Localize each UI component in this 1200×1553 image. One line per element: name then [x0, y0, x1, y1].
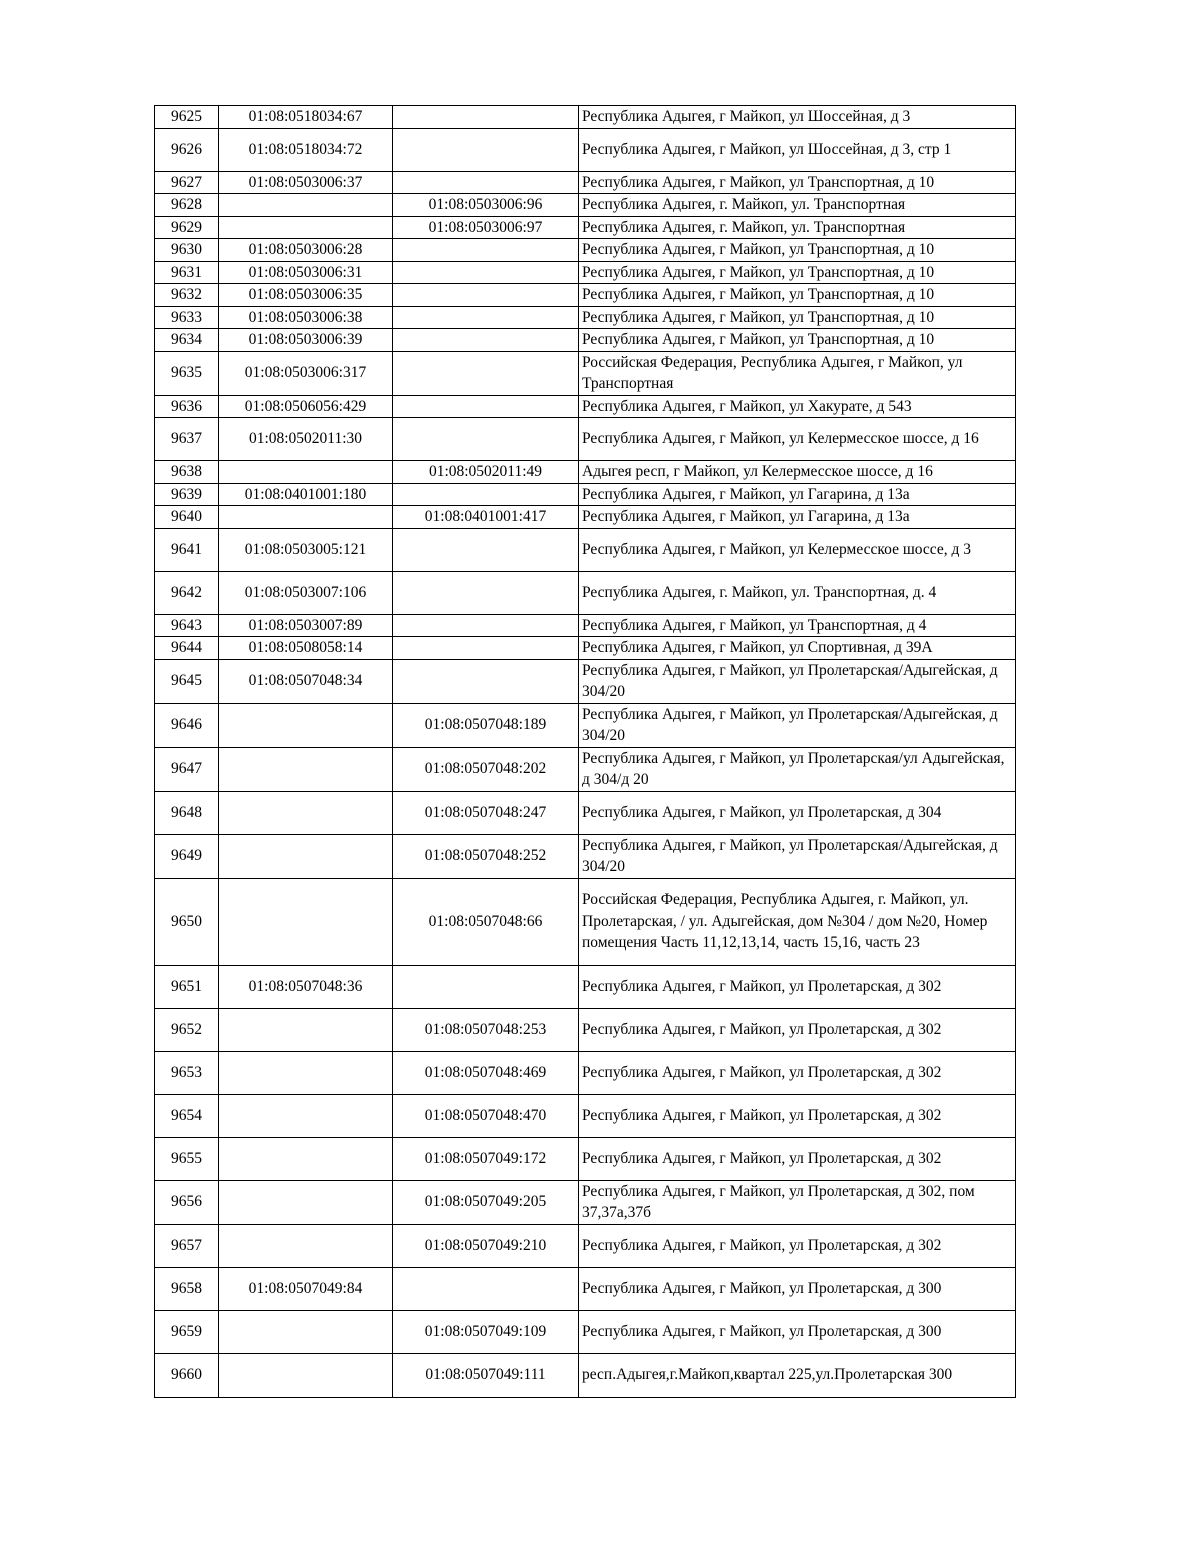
table-row — [155, 1180, 1016, 1224]
address-cell: Республика Адыгея, г Майкоп, ул Пролетарская/Адыгейская, д 304/20 — [579, 703, 1016, 747]
land-cadastral-number-cell — [219, 216, 393, 239]
object-cadastral-number-cell — [393, 261, 579, 284]
address-cell: Республика Адыгея, г Майкоп, ул Пролетарская, д 304 — [579, 791, 1016, 834]
table-row — [155, 418, 1016, 461]
object-cadastral-number-cell — [393, 418, 579, 461]
address-cell: Республика Адыгея, г. Майкоп, ул. Транспортная — [579, 216, 1016, 239]
object-cadastral-number-cell — [393, 614, 579, 637]
land-cadastral-number-cell: 01:08:0503005:121 — [219, 528, 393, 571]
object-cadastral-number-cell — [393, 106, 579, 129]
table-row — [155, 965, 1016, 1008]
row-number-cell: 9631 — [155, 261, 219, 284]
row-number-cell: 9640 — [155, 506, 219, 529]
row-number-cell: 9643 — [155, 614, 219, 637]
table-row — [155, 614, 1016, 637]
address-cell: Республика Адыгея, г Майкоп, ул Пролетарская, д 302 — [579, 1008, 1016, 1051]
land-cadastral-number-cell: 01:08:0503006:38 — [219, 306, 393, 329]
row-number-cell: 9659 — [155, 1310, 219, 1353]
land-cadastral-number-cell: 01:08:0503006:39 — [219, 329, 393, 352]
object-cadastral-number-cell: 01:08:0507049:172 — [393, 1137, 579, 1180]
address-cell: Республика Адыгея, г Майкоп, ул Шоссейная, д 3, стр 1 — [579, 128, 1016, 171]
address-cell: Республика Адыгея, г Майкоп, ул Келермесское шоссе, д 16 — [579, 418, 1016, 461]
land-cadastral-number-cell: 01:08:0503006:37 — [219, 171, 393, 194]
object-cadastral-number-cell: 01:08:0401001:417 — [393, 506, 579, 529]
address-cell: Республика Адыгея, г Майкоп, ул Транспортная, д 10 — [579, 239, 1016, 262]
table-row — [155, 306, 1016, 329]
row-number-cell: 9655 — [155, 1137, 219, 1180]
row-number-cell: 9648 — [155, 791, 219, 834]
object-cadastral-number-cell: 01:08:0507048:247 — [393, 791, 579, 834]
object-cadastral-number-cell — [393, 483, 579, 506]
land-cadastral-number-cell: 01:08:0502011:30 — [219, 418, 393, 461]
table-row — [155, 791, 1016, 834]
object-cadastral-number-cell: 01:08:0503006:96 — [393, 194, 579, 217]
table-row — [155, 703, 1016, 747]
land-cadastral-number-cell — [219, 1137, 393, 1180]
cadastral-register-table — [154, 105, 1016, 1398]
address-cell: Республика Адыгея, г Майкоп, ул Гагарина, д 13а — [579, 483, 1016, 506]
row-number-cell: 9625 — [155, 106, 219, 129]
table-row — [155, 834, 1016, 878]
row-number-cell: 9632 — [155, 284, 219, 307]
row-number-cell: 9651 — [155, 965, 219, 1008]
object-cadastral-number-cell — [393, 351, 579, 395]
address-cell: Республика Адыгея, г Майкоп, ул Пролетарская, д 302 — [579, 1051, 1016, 1094]
row-number-cell: 9646 — [155, 703, 219, 747]
land-cadastral-number-cell — [219, 461, 393, 484]
address-cell: Республика Адыгея, г Майкоп, ул Гагарина, д 13а — [579, 506, 1016, 529]
land-cadastral-number-cell — [219, 747, 393, 791]
row-number-cell: 9650 — [155, 878, 219, 965]
land-cadastral-number-cell: 01:08:0507049:84 — [219, 1267, 393, 1310]
land-cadastral-number-cell: 01:08:0506056:429 — [219, 395, 393, 418]
object-cadastral-number-cell — [393, 128, 579, 171]
land-cadastral-number-cell: 01:08:0503006:35 — [219, 284, 393, 307]
land-cadastral-number-cell — [219, 1051, 393, 1094]
row-number-cell: 9636 — [155, 395, 219, 418]
address-cell: Республика Адыгея, г Майкоп, ул Пролетарская, д 302 — [579, 965, 1016, 1008]
address-cell: респ.Адыгея,г.Майкоп,квартал 225,ул.Пролетарская 300 — [579, 1353, 1016, 1397]
row-number-cell: 9641 — [155, 528, 219, 571]
land-cadastral-number-cell — [219, 1094, 393, 1137]
land-cadastral-number-cell — [219, 1008, 393, 1051]
table-row — [155, 1224, 1016, 1267]
land-cadastral-number-cell: 01:08:0507048:34 — [219, 659, 393, 703]
object-cadastral-number-cell: 01:08:0507048:470 — [393, 1094, 579, 1137]
land-cadastral-number-cell: 01:08:0518034:72 — [219, 128, 393, 171]
row-number-cell: 9637 — [155, 418, 219, 461]
row-number-cell: 9635 — [155, 351, 219, 395]
row-number-cell: 9627 — [155, 171, 219, 194]
table-row — [155, 1353, 1016, 1397]
table-row — [155, 1008, 1016, 1051]
row-number-cell: 9645 — [155, 659, 219, 703]
table-row — [155, 1267, 1016, 1310]
table-row — [155, 171, 1016, 194]
land-cadastral-number-cell: 01:08:0503007:89 — [219, 614, 393, 637]
address-cell: Республика Адыгея, г Майкоп, ул Пролетарская, д 302, пом 37,37а,37б — [579, 1180, 1016, 1224]
table-row — [155, 747, 1016, 791]
table-row — [155, 194, 1016, 217]
table-row — [155, 329, 1016, 352]
object-cadastral-number-cell — [393, 171, 579, 194]
row-number-cell: 9639 — [155, 483, 219, 506]
row-number-cell: 9660 — [155, 1353, 219, 1397]
row-number-cell: 9658 — [155, 1267, 219, 1310]
object-cadastral-number-cell: 01:08:0507049:111 — [393, 1353, 579, 1397]
table-row — [155, 878, 1016, 965]
land-cadastral-number-cell: 01:08:0401001:180 — [219, 483, 393, 506]
table-row — [155, 128, 1016, 171]
land-cadastral-number-cell: 01:08:0503006:317 — [219, 351, 393, 395]
object-cadastral-number-cell — [393, 395, 579, 418]
address-cell: Республика Адыгея, г Майкоп, ул Келермесское шоссе, д 3 — [579, 528, 1016, 571]
land-cadastral-number-cell — [219, 703, 393, 747]
object-cadastral-number-cell — [393, 528, 579, 571]
address-cell: Республика Адыгея, г Майкоп, ул Пролетарская/ул Адыгейская, д 304/д 20 — [579, 747, 1016, 791]
table-row — [155, 106, 1016, 129]
table-row — [155, 659, 1016, 703]
address-cell: Республика Адыгея, г Майкоп, ул Транспортная, д 10 — [579, 171, 1016, 194]
object-cadastral-number-cell — [393, 329, 579, 352]
table-row — [155, 261, 1016, 284]
table-row — [155, 461, 1016, 484]
address-cell: Республика Адыгея, г Майкоп, ул Хакурате, д 543 — [579, 395, 1016, 418]
address-cell: Республика Адыгея, г. Майкоп, ул. Транспортная, д. 4 — [579, 571, 1016, 614]
table-row — [155, 506, 1016, 529]
object-cadastral-number-cell — [393, 1267, 579, 1310]
row-number-cell: 9644 — [155, 637, 219, 660]
address-cell: Республика Адыгея, г Майкоп, ул Транспортная, д 10 — [579, 261, 1016, 284]
address-cell: Республика Адыгея, г Майкоп, ул Шоссейная, д 3 — [579, 106, 1016, 129]
table-row — [155, 239, 1016, 262]
land-cadastral-number-cell — [219, 506, 393, 529]
row-number-cell: 9633 — [155, 306, 219, 329]
row-number-cell: 9657 — [155, 1224, 219, 1267]
row-number-cell: 9654 — [155, 1094, 219, 1137]
table-row — [155, 284, 1016, 307]
row-number-cell: 9638 — [155, 461, 219, 484]
land-cadastral-number-cell — [219, 1310, 393, 1353]
object-cadastral-number-cell — [393, 637, 579, 660]
row-number-cell: 9630 — [155, 239, 219, 262]
object-cadastral-number-cell: 01:08:0507048:202 — [393, 747, 579, 791]
land-cadastral-number-cell: 01:08:0507048:36 — [219, 965, 393, 1008]
address-cell: Республика Адыгея, г Майкоп, ул Транспортная, д 10 — [579, 284, 1016, 307]
address-cell: Республика Адыгея, г Майкоп, ул Транспортная, д 10 — [579, 329, 1016, 352]
address-cell: Республика Адыгея, г Майкоп, ул Транспортная, д 4 — [579, 614, 1016, 637]
land-cadastral-number-cell: 01:08:0503006:31 — [219, 261, 393, 284]
address-cell: Республика Адыгея, г Майкоп, ул Спортивная, д 39А — [579, 637, 1016, 660]
address-cell: Республика Адыгея, г Майкоп, ул Пролетарская/Адыгейская, д 304/20 — [579, 659, 1016, 703]
row-number-cell: 9628 — [155, 194, 219, 217]
row-number-cell: 9647 — [155, 747, 219, 791]
land-cadastral-number-cell: 01:08:0508058:14 — [219, 637, 393, 660]
row-number-cell: 9626 — [155, 128, 219, 171]
object-cadastral-number-cell — [393, 284, 579, 307]
table-row — [155, 528, 1016, 571]
address-cell: Республика Адыгея, г Майкоп, ул Пролетарская, д 302 — [579, 1224, 1016, 1267]
address-cell: Республика Адыгея, г Майкоп, ул Пролетарская, д 300 — [579, 1310, 1016, 1353]
object-cadastral-number-cell — [393, 659, 579, 703]
land-cadastral-number-cell — [219, 1224, 393, 1267]
object-cadastral-number-cell: 01:08:0507048:189 — [393, 703, 579, 747]
object-cadastral-number-cell: 01:08:0507048:253 — [393, 1008, 579, 1051]
land-cadastral-number-cell — [219, 834, 393, 878]
object-cadastral-number-cell — [393, 239, 579, 262]
table-row — [155, 1137, 1016, 1180]
land-cadastral-number-cell: 01:08:0503006:28 — [219, 239, 393, 262]
table-row — [155, 637, 1016, 660]
address-cell: Адыгея респ, г Майкоп, ул Келермесское шоссе, д 16 — [579, 461, 1016, 484]
object-cadastral-number-cell — [393, 965, 579, 1008]
land-cadastral-number-cell — [219, 791, 393, 834]
table-row — [155, 483, 1016, 506]
row-number-cell: 9652 — [155, 1008, 219, 1051]
land-cadastral-number-cell — [219, 1180, 393, 1224]
object-cadastral-number-cell: 01:08:0507049:205 — [393, 1180, 579, 1224]
row-number-cell: 9649 — [155, 834, 219, 878]
table-row — [155, 1051, 1016, 1094]
object-cadastral-number-cell: 01:08:0503006:97 — [393, 216, 579, 239]
address-cell: Республика Адыгея, г Майкоп, ул Транспортная, д 10 — [579, 306, 1016, 329]
land-cadastral-number-cell: 01:08:0518034:67 — [219, 106, 393, 129]
land-cadastral-number-cell — [219, 878, 393, 965]
row-number-cell: 9653 — [155, 1051, 219, 1094]
object-cadastral-number-cell: 01:08:0507049:210 — [393, 1224, 579, 1267]
object-cadastral-number-cell: 01:08:0507049:109 — [393, 1310, 579, 1353]
address-cell: Республика Адыгея, г Майкоп, ул Пролетарская, д 302 — [579, 1094, 1016, 1137]
table-row — [155, 1094, 1016, 1137]
land-cadastral-number-cell — [219, 194, 393, 217]
row-number-cell: 9656 — [155, 1180, 219, 1224]
address-cell: Республика Адыгея, г. Майкоп, ул. Транспортная — [579, 194, 1016, 217]
table-row — [155, 351, 1016, 395]
table-row — [155, 1310, 1016, 1353]
row-number-cell: 9642 — [155, 571, 219, 614]
object-cadastral-number-cell — [393, 306, 579, 329]
table-row — [155, 571, 1016, 614]
register-table-body — [155, 106, 1016, 1398]
table-row — [155, 395, 1016, 418]
address-cell: Республика Адыгея, г Майкоп, ул Пролетарская, д 302 — [579, 1137, 1016, 1180]
address-cell: Российская Федерация, Республика Адыгея, г. Майкоп, ул. Пролетарская, / ул. Адыгейская, дом №304 / дом №20, Номер помещения Часть 11,12,13,14, часть 15,16, часть 23 — [579, 878, 1016, 965]
object-cadastral-number-cell: 01:08:0507048:252 — [393, 834, 579, 878]
address-cell: Республика Адыгея, г Майкоп, ул Пролетарская, д 300 — [579, 1267, 1016, 1310]
object-cadastral-number-cell: 01:08:0507048:66 — [393, 878, 579, 965]
land-cadastral-number-cell: 01:08:0503007:106 — [219, 571, 393, 614]
row-number-cell: 9629 — [155, 216, 219, 239]
object-cadastral-number-cell — [393, 571, 579, 614]
address-cell: Российская Федерация, Республика Адыгея, г Майкоп, ул Транспортная — [579, 351, 1016, 395]
object-cadastral-number-cell: 01:08:0507048:469 — [393, 1051, 579, 1094]
table-row — [155, 216, 1016, 239]
address-cell: Республика Адыгея, г Майкоп, ул Пролетарская/Адыгейская, д 304/20 — [579, 834, 1016, 878]
object-cadastral-number-cell: 01:08:0502011:49 — [393, 461, 579, 484]
land-cadastral-number-cell — [219, 1353, 393, 1397]
row-number-cell: 9634 — [155, 329, 219, 352]
